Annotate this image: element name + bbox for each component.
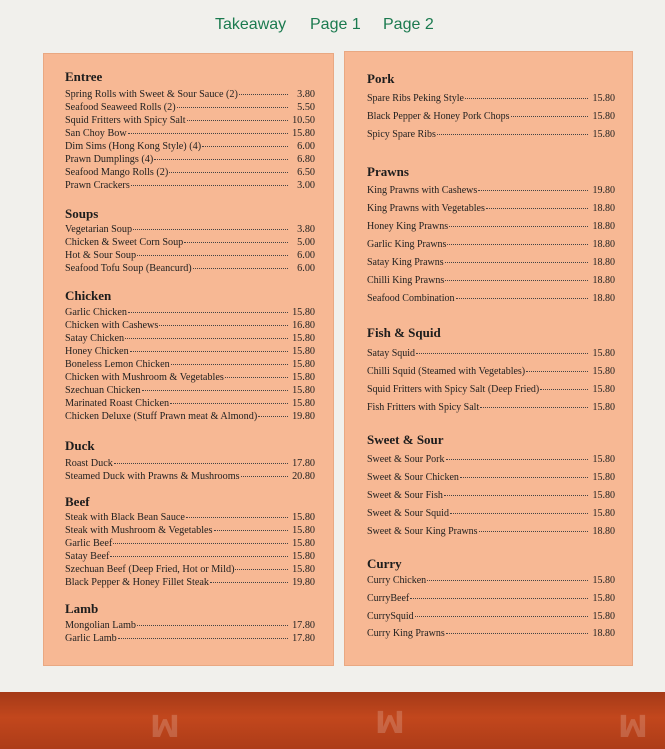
menu-item-price: 15.80	[292, 512, 315, 523]
menu-item-name: Chicken with Mushroom & Vegetables	[65, 372, 224, 383]
menu-item-price: 18.80	[592, 203, 615, 214]
menu-item-name: Satay Chicken	[65, 333, 125, 344]
menu-item-price: 15.80	[292, 564, 315, 575]
section-title-duck: Duck	[65, 438, 95, 453]
menu-item-price: 19.80	[292, 411, 315, 422]
menu-item-price: 15.80	[592, 575, 615, 586]
menu-item-name: Honey Chicken	[65, 346, 129, 357]
section-title-lamb: Lamb	[65, 601, 99, 616]
menu-item-row	[367, 489, 615, 503]
menu-item-name: Curry Chicken	[367, 575, 427, 586]
menu-item-price: 15.80	[292, 538, 315, 549]
nav-link-page-1[interactable]: Page 1	[310, 16, 361, 33]
menu-item-price: 18.80	[592, 293, 615, 304]
menu-item-price: 15.80	[592, 366, 615, 377]
menu-panel-left	[44, 54, 333, 665]
menu-item-price: 18.80	[592, 526, 615, 537]
menu-item-name: Seafood Seaweed Rolls (2)	[65, 102, 176, 113]
menu-item-row	[367, 202, 615, 216]
menu-item-row	[65, 332, 315, 345]
logo-watermark-icon: ꟽ	[375, 706, 405, 741]
menu-item-price: 17.80	[292, 458, 315, 469]
menu-item-price: 18.80	[592, 257, 615, 268]
menu-item-row	[367, 365, 615, 379]
dot-leader	[450, 513, 588, 514]
dot-leader	[465, 98, 588, 99]
menu-item-row	[65, 236, 315, 249]
menu-item-row	[367, 292, 615, 306]
menu-item-row	[65, 524, 315, 537]
menu-item-price: 19.80	[592, 185, 615, 196]
dot-leader	[526, 371, 588, 372]
menu-item-name: Spicy Spare Ribs	[367, 129, 436, 140]
dot-leader	[460, 477, 588, 478]
menu-item-row	[367, 525, 615, 539]
menu-item-name: Black Pepper & Honey Pork Chops	[367, 111, 510, 122]
dot-leader	[258, 416, 288, 417]
menu-item-row	[65, 153, 315, 166]
dot-leader	[193, 268, 288, 269]
dot-leader	[186, 517, 288, 518]
dot-leader	[154, 159, 288, 160]
dot-leader	[456, 298, 589, 299]
menu-item-name: Sweet & Sour Pork	[367, 454, 445, 465]
menu-item-name: Steamed Duck with Prawns & Mushrooms	[65, 471, 240, 482]
menu-item-row	[367, 238, 615, 252]
dot-leader	[118, 638, 288, 639]
dot-leader	[478, 190, 588, 191]
menu-item-price: 15.80	[592, 402, 615, 413]
dot-leader	[113, 543, 288, 544]
menu-item-price: 15.80	[592, 129, 615, 140]
dot-leader	[137, 255, 288, 256]
menu-item-name: Sweet & Sour King Prawns	[367, 526, 478, 537]
menu-item-row	[65, 88, 315, 101]
menu-item-row	[65, 358, 315, 371]
dot-leader	[202, 146, 288, 147]
dot-leader	[142, 390, 288, 391]
menu-item-price: 3.80	[297, 89, 315, 100]
menu-item-price: 15.80	[292, 359, 315, 370]
dot-leader	[444, 495, 588, 496]
menu-item-name: San Choy Bow	[65, 128, 127, 139]
menu-item-name: Szechuan Beef (Deep Fried, Hot or Mild)	[65, 564, 235, 575]
section-title-curry: Curry	[367, 556, 402, 571]
menu-item-price: 17.80	[292, 620, 315, 631]
menu-item-name: Sweet & Sour Chicken	[367, 472, 459, 483]
menu-item-name: Spare Ribs Peking Style	[367, 93, 464, 104]
logo-watermark-icon: ꟽ	[150, 710, 180, 745]
dot-leader	[479, 531, 588, 532]
dot-leader	[187, 120, 288, 121]
menu-item-name: Chilli Squid (Steamed with Vegetables)	[367, 366, 526, 377]
dot-leader	[177, 107, 288, 108]
menu-item-price: 15.80	[592, 454, 615, 465]
section-title-chicken: Chicken	[65, 288, 112, 303]
dot-leader	[446, 459, 589, 460]
menu-item-price: 3.80	[297, 224, 315, 235]
menu-item-price: 15.80	[292, 525, 315, 536]
dot-leader	[210, 582, 288, 583]
menu-item-price: 6.00	[297, 263, 315, 274]
menu-item-row	[65, 511, 315, 524]
section-title-prawns: Prawns	[367, 164, 409, 179]
dot-leader	[449, 226, 588, 227]
menu-item-name: Curry King Prawns	[367, 628, 445, 640]
menu-item-row	[367, 401, 615, 415]
menu-item-row	[65, 457, 315, 470]
menu-item-row	[367, 92, 615, 106]
menu-item-name: Chicken with Cashews	[65, 320, 159, 331]
dot-leader	[241, 476, 288, 477]
menu-item-price: 17.80	[292, 633, 315, 644]
menu-item-price: 15.80	[292, 372, 315, 383]
dot-leader	[133, 229, 288, 230]
menu-item-row	[65, 127, 315, 140]
menu-item-price: 15.80	[292, 128, 315, 139]
menu-item-name: Squid Fritters with Spicy Salt	[65, 115, 186, 126]
menu-item-row	[65, 632, 315, 645]
menu-item-name: Boneless Lemon Chicken	[65, 359, 170, 370]
menu-item-name: Seafood Combination	[367, 293, 455, 304]
section-title-sweet-sour: Sweet & Sour	[367, 432, 444, 447]
menu-item-row	[367, 128, 615, 142]
footer-band	[0, 692, 665, 749]
menu-item-price: 20.80	[292, 471, 315, 482]
dot-leader	[114, 463, 288, 464]
menu-item-price: 15.80	[292, 551, 315, 562]
menu-item-row	[65, 576, 315, 589]
menu-item-price: 15.80	[592, 93, 615, 104]
menu-item-row	[65, 550, 315, 563]
menu-item-row	[367, 110, 615, 124]
menu-item-name: Seafood Tofu Soup (Beancurd)	[65, 263, 192, 274]
menu-item-price: 15.80	[592, 610, 615, 622]
menu-item-row	[367, 592, 615, 606]
dot-leader	[480, 407, 588, 408]
dot-leader	[410, 598, 588, 599]
menu-item-row	[367, 574, 615, 588]
menu-item-row	[65, 371, 315, 384]
dot-leader	[225, 377, 288, 378]
menu-item-name: Steak with Black Bean Sauce	[65, 512, 185, 523]
menu-item-price: 6.50	[297, 167, 315, 178]
menu-item-name: Hot & Sour Soup	[65, 250, 137, 261]
dot-leader	[445, 262, 588, 263]
menu-item-price: 18.80	[592, 628, 615, 640]
menu-item-name: Garlic King Prawns	[367, 239, 447, 250]
menu-item-row	[65, 306, 315, 319]
nav-link-takeaway[interactable]: Takeaway	[215, 16, 287, 33]
menu-item-price: 15.80	[292, 307, 315, 318]
section-title-pork: Pork	[367, 71, 395, 86]
menu-item-name: Chicken & Sweet Corn Soup	[65, 237, 184, 248]
menu-item-row	[65, 114, 315, 127]
menu-item-price: 6.80	[297, 154, 315, 165]
menu-item-price: 18.80	[592, 239, 615, 250]
dot-leader	[437, 134, 588, 135]
menu-item-name: Garlic Lamb	[65, 633, 117, 644]
menu-item-name: Chicken Deluxe (Stuff Prawn meat & Almond)	[65, 411, 258, 422]
menu-item-row	[65, 384, 315, 397]
menu-item-row	[367, 383, 615, 397]
menu-item-price: 15.80	[292, 333, 315, 344]
menu-item-name: Prawn Dumplings (4)	[65, 154, 154, 165]
menu-item-name: Chilli King Prawns	[367, 275, 445, 286]
dot-leader	[540, 389, 588, 390]
menu-item-name: CurryBeef	[367, 592, 410, 604]
menu-item-price: 5.00	[297, 237, 315, 248]
dot-leader	[445, 280, 588, 281]
menu-item-name: Spring Rolls with Sweet & Sour Sauce (2)	[65, 89, 238, 100]
logo-watermark-icon: ꟽ	[618, 710, 648, 745]
menu-item-name: Satay Beef	[65, 551, 110, 562]
menu-item-name: Satay Squid	[367, 348, 416, 359]
menu-item-name: Garlic Beef	[65, 538, 113, 549]
menu-item-name: Steak with Mushroom & Vegetables	[65, 525, 213, 536]
menu-item-price: 18.80	[592, 221, 615, 232]
dot-leader	[511, 116, 589, 117]
dot-leader	[131, 185, 288, 186]
menu-item-name: King Prawns with Cashews	[367, 185, 478, 196]
dot-leader	[128, 133, 288, 134]
menu-item-name: Prawn Crackers	[65, 180, 130, 191]
dot-leader	[214, 530, 288, 531]
menu-item-price: 15.80	[292, 398, 315, 409]
menu-item-row	[367, 256, 615, 270]
menu-item-row	[65, 319, 315, 332]
menu-item-row	[65, 262, 315, 275]
menu-item-row	[65, 397, 315, 410]
menu-item-name: Satay King Prawns	[367, 257, 444, 268]
menu-item-name: Sweet & Sour Fish	[367, 490, 443, 501]
menu-item-name: Black Pepper & Honey Fillet Steak	[65, 577, 210, 588]
dot-leader	[235, 569, 288, 570]
section-title-soups: Soups	[65, 206, 99, 221]
menu-item-price: 16.80	[292, 320, 315, 331]
menu-item-price: 15.80	[592, 592, 615, 604]
menu-item-price: 6.00	[297, 250, 315, 261]
menu-item-name: Squid Fritters with Spicy Salt (Deep Fried)	[367, 384, 540, 395]
dot-leader	[171, 364, 288, 365]
dot-leader	[446, 633, 588, 634]
dot-leader	[447, 244, 588, 245]
menu-item-row	[65, 470, 315, 483]
menu-item-price: 6.00	[297, 141, 315, 152]
menu-item-row	[65, 101, 315, 114]
menu-item-row	[367, 453, 615, 467]
section-title-fish-squid: Fish & Squid	[367, 325, 441, 340]
menu-item-price: 5.50	[297, 102, 315, 113]
dot-leader	[415, 616, 588, 617]
nav-link-page-2[interactable]: Page 2	[383, 16, 434, 33]
dot-leader	[184, 242, 288, 243]
menu-item-name: Szechuan Chicken	[65, 385, 141, 396]
menu-item-row	[65, 563, 315, 576]
menu-item-row	[367, 627, 615, 641]
menu-item-price: 15.80	[592, 384, 615, 395]
menu-item-name: Roast Duck	[65, 458, 113, 469]
menu-item-name: Marinated Roast Chicken	[65, 398, 170, 409]
menu-item-row	[65, 619, 315, 632]
dot-leader	[130, 351, 288, 352]
menu-item-row	[65, 249, 315, 262]
menu-item-row	[65, 345, 315, 358]
section-title-beef: Beef	[65, 494, 90, 509]
menu-item-price: 15.80	[292, 346, 315, 357]
menu-item-price: 15.80	[592, 490, 615, 501]
dot-leader	[170, 403, 288, 404]
menu-item-row	[367, 347, 615, 361]
menu-item-name: Vegetarian Soup	[65, 224, 133, 235]
dot-leader	[125, 338, 288, 339]
dot-leader	[159, 325, 288, 326]
menu-item-name: Mongolian Lamb	[65, 620, 137, 631]
menu-item-row	[65, 410, 315, 423]
menu-item-name: Fish Fritters with Spicy Salt	[367, 402, 480, 413]
menu-item-price: 3.00	[297, 180, 315, 191]
dot-leader	[486, 208, 588, 209]
menu-item-price: 15.80	[592, 472, 615, 483]
section-title-entree: Entree	[65, 69, 103, 84]
dot-leader	[110, 556, 288, 557]
menu-item-name: Dim Sims (Hong Kong Style) (4)	[65, 141, 202, 152]
menu-item-name: Garlic Chicken	[65, 307, 127, 318]
menu-item-row	[65, 179, 315, 192]
menu-item-price: 10.50	[292, 115, 315, 126]
menu-item-row	[65, 140, 315, 153]
dot-leader	[169, 172, 288, 173]
menu-item-row	[367, 274, 615, 288]
menu-item-name: CurrySquid	[367, 610, 414, 622]
menu-item-row	[65, 223, 315, 236]
menu-item-row	[367, 184, 615, 198]
menu-item-price: 15.80	[592, 508, 615, 519]
dot-leader	[137, 625, 288, 626]
menu-item-price: 18.80	[592, 275, 615, 286]
menu-item-row	[65, 166, 315, 179]
menu-item-price: 15.80	[292, 385, 315, 396]
menu-item-row	[367, 507, 615, 521]
menu-item-row	[65, 537, 315, 550]
dot-leader	[427, 580, 588, 581]
menu-item-row	[367, 471, 615, 485]
menu-item-name: Seafood Mango Rolls (2)	[65, 167, 169, 178]
menu-item-row	[367, 610, 615, 624]
menu-item-price: 15.80	[592, 111, 615, 122]
menu-panel-right	[345, 52, 632, 665]
page-nav	[0, 16, 665, 40]
menu-item-name: King Prawns with Vegetables	[367, 203, 485, 214]
menu-item-price: 19.80	[292, 577, 315, 588]
menu-item-name: Honey King Prawns	[367, 221, 449, 232]
menu-item-name: Sweet & Sour Squid	[367, 508, 449, 519]
dot-leader	[128, 312, 288, 313]
dot-leader	[239, 94, 288, 95]
menu-item-row	[367, 220, 615, 234]
menu-item-price: 15.80	[592, 348, 615, 359]
dot-leader	[416, 353, 588, 354]
